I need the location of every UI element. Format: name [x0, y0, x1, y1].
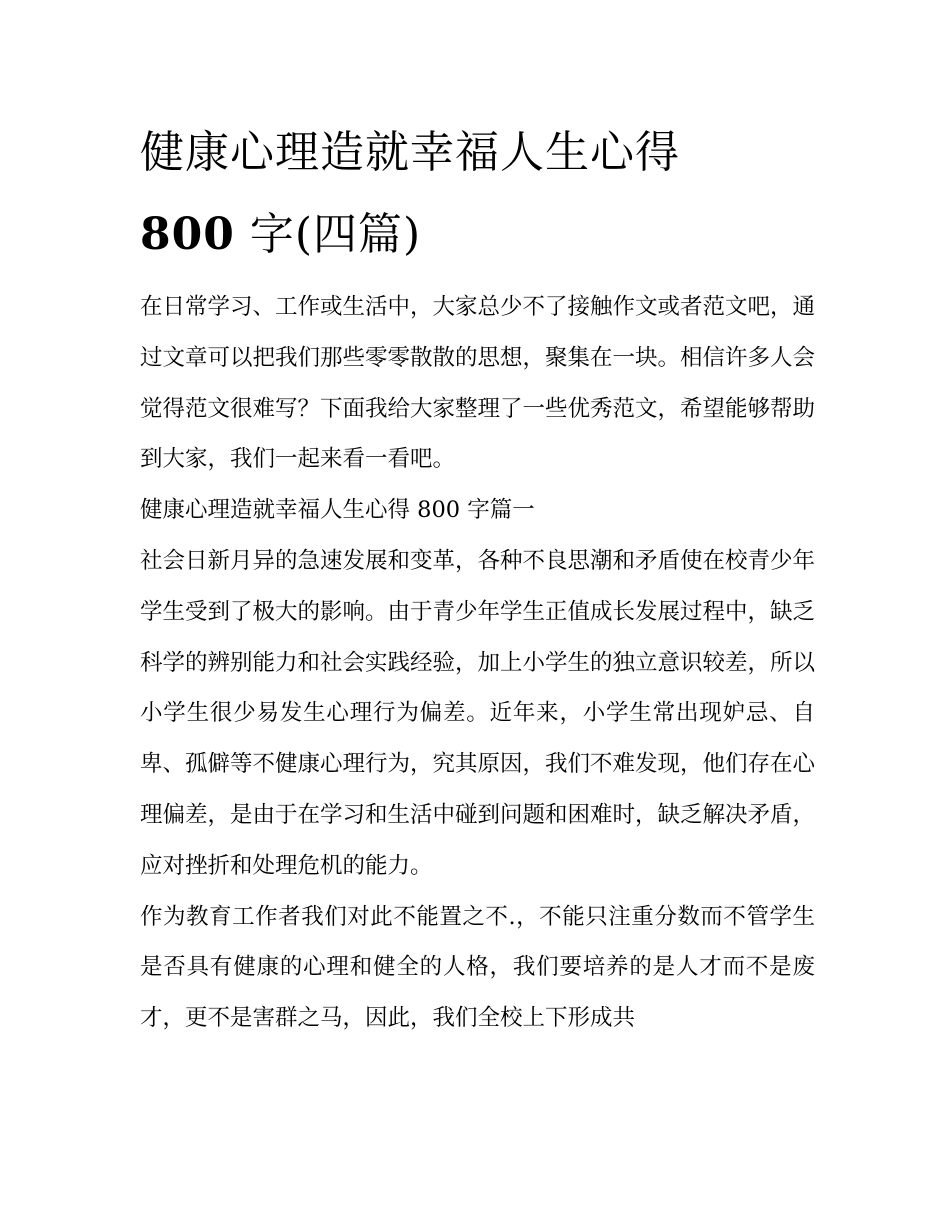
title-number: 800 [140, 209, 235, 260]
section-paragraph-2: 作为教育工作者我们对此不能置之不.，不能只注重分数而不管学生是否具有健康的心理和健全的人格，我们要培养的是人才而不是废才，更不是害群之马，因此，我们全校上下形成共 [140, 903, 815, 1032]
title-line-1: 健康心理造就幸福人生心得 [140, 127, 680, 178]
title-suffix: 字(四篇) [234, 209, 422, 260]
document-title [140, 112, 815, 276]
section-paragraph-1: 社会日新月异的急速发展和变革，各种不良思潮和矛盾使在校青少年学生受到了极大的影响。由于青少年学生正值成长发展过程中，缺乏科学的辨别能力和社会实践经验，加上小学生的独立意识较差，所以小学生很少易发生心理行为偏差。近年来，小学生常出现妒忌、自卑、孤僻等不健康心理行为，究其原因，我们不难发现，他们存在心理偏差，是由于在学习和生活中碰到问题和困难时，缺乏解决矛盾，应对挫折和处理危机的能力。 [140, 547, 816, 879]
title-line-2 [140, 194, 815, 276]
intro-paragraph: 在日常学习、工作或生活中，大家总少不了接触作文或者范文吧，通过文章可以把我们那些零零散散的思想，聚集在一块。相信许多人会觉得范文很难写？下面我给大家整理了一些优秀范文，希望能够帮助到大家，我们一起来看一看吧。 [140, 294, 816, 473]
document-body [140, 112, 815, 1044]
section-heading: 健康心理造就幸福人生心得 800 字篇一 [140, 497, 535, 524]
